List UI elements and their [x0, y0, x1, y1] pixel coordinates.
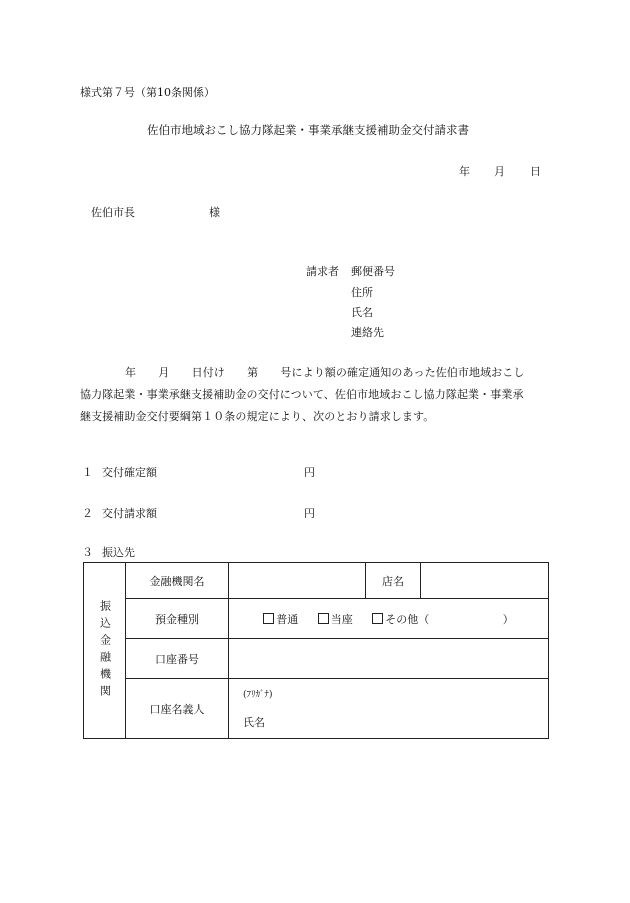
requester-name: 氏名: [351, 306, 373, 319]
holder-name-label: 氏名: [243, 716, 265, 729]
requester-address: 住所: [351, 286, 373, 299]
item2-label: 交付請求額: [102, 507, 157, 520]
date-year: 年: [459, 165, 470, 178]
item1-number: １: [82, 466, 93, 479]
institution-row: [84, 563, 549, 599]
document-title: 佐伯市地域おこし協力隊起業・事業承継支援補助金交付請求書: [147, 123, 469, 137]
body-paragraph: [80, 362, 550, 428]
branch-label: 店名: [366, 563, 421, 599]
deposit-option-regular[interactable]: 普通: [263, 611, 298, 627]
bank-transfer-table: [83, 562, 549, 739]
deposit-type-options: [229, 599, 549, 639]
requester-label: 請求者: [306, 265, 339, 278]
account-holder-row: [84, 679, 549, 739]
body-line-1: 年 月 日付け 第 号により額の確定通知のあった佐伯市地域おこし: [125, 366, 525, 379]
institution-label: 金融機関名: [126, 563, 229, 599]
account-number-value[interactable]: [229, 639, 549, 679]
deposit-option-checking[interactable]: 当座: [318, 611, 353, 627]
requester-postal-code: 郵便番号: [351, 265, 395, 278]
account-number-label: 口座番号: [126, 639, 229, 679]
deposit-type-row: [84, 599, 549, 639]
item1-unit: 円: [304, 466, 315, 479]
checkbox-icon[interactable]: [372, 613, 383, 624]
account-number-row: [84, 639, 549, 679]
addressee-honorific: 様: [209, 206, 220, 219]
item3-number: ３: [82, 546, 93, 559]
institution-value[interactable]: [229, 563, 366, 599]
deposit-option-other[interactable]: その他（: [372, 611, 429, 627]
deposit-type-label: 預金種別: [126, 599, 229, 639]
item1-label: 交付確定額: [102, 466, 157, 479]
item2-number: ２: [82, 507, 93, 520]
checkbox-icon[interactable]: [263, 613, 274, 624]
account-holder-value[interactable]: [229, 679, 549, 739]
furigana-label: (ﾌﾘｶﾞﾅ): [243, 690, 273, 700]
side-label-cell: [84, 563, 126, 739]
body-line-3: 継支援補助金交付要綱第１０条の規定により、次のとおり請求します。: [80, 410, 435, 423]
addressee-name: 佐伯市長: [91, 206, 135, 219]
item2-unit: 円: [304, 507, 315, 520]
date-day: 日: [530, 165, 541, 178]
deposit-other-close: ）: [502, 612, 514, 626]
requester-contact: 連絡先: [351, 326, 384, 339]
account-holder-label: 口座名義人: [126, 679, 229, 739]
form-number: 様式第７号（第10条関係）: [80, 86, 215, 99]
checkbox-icon[interactable]: [318, 613, 329, 624]
item3-label: 振込先: [102, 546, 135, 559]
branch-value[interactable]: [421, 563, 549, 599]
side-label: 振込金融機関: [98, 599, 112, 702]
body-line-2: 協力隊起業・事業承継支援補助金の交付について、佐伯市地域おこし協力隊起業・事業承: [80, 388, 524, 401]
date-month: 月: [494, 165, 505, 178]
